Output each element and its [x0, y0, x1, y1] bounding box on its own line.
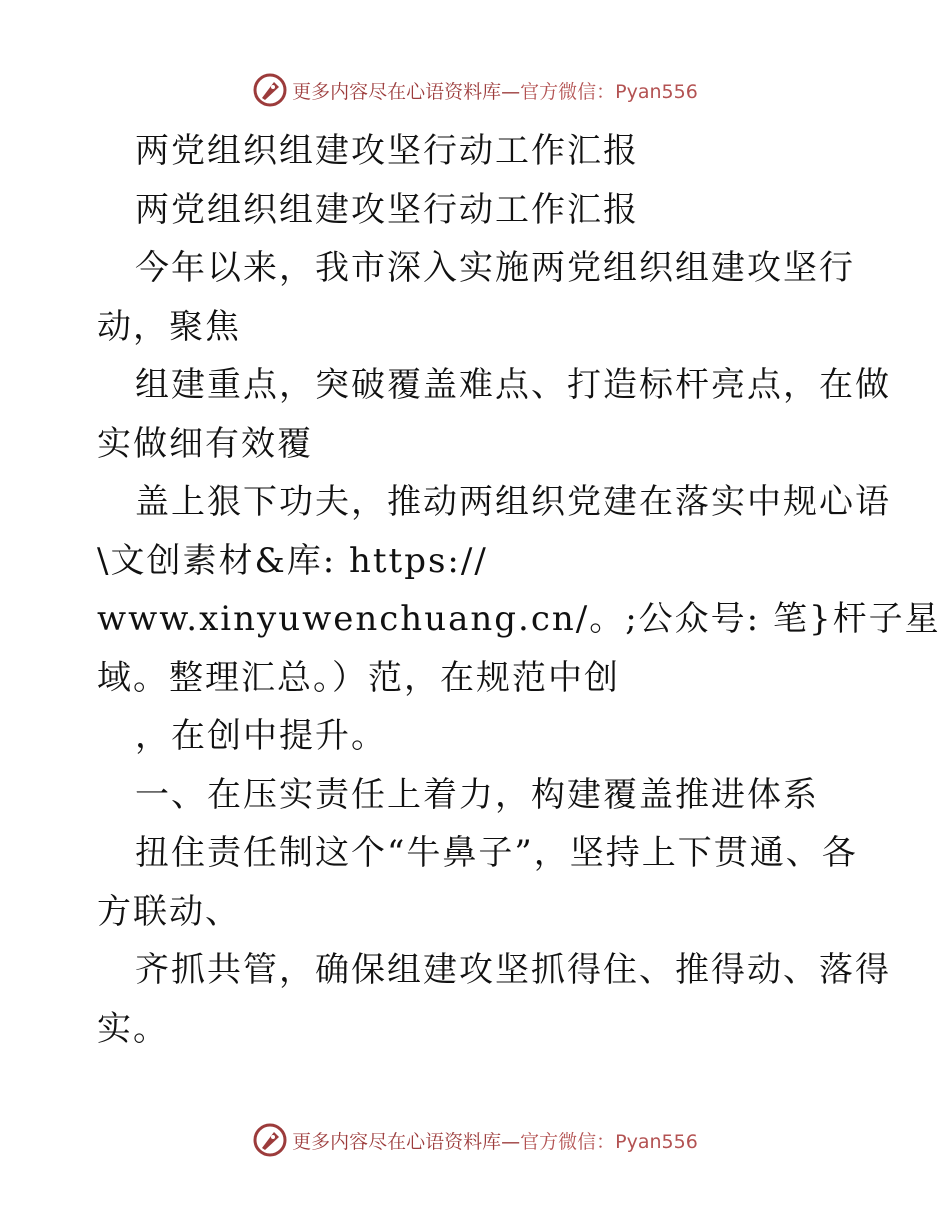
doc-line: 齐抓共管，确保组建攻坚抓得住、推得动、落得 [135, 950, 891, 990]
watermark-wechat-text: 官方微信：Pyan556 [520, 1130, 698, 1153]
doc-line: 方联动、 [97, 891, 241, 932]
doc-line: 盖上狠下功夫，推动两组织党建在落实中规心语 [135, 482, 891, 522]
watermark-brand-text: 更多内容尽在心语资料库— [292, 80, 521, 103]
doc-line: 今年以来，我市深入实施两党组织组建攻坚行 [135, 248, 855, 288]
doc-line: 域。整理汇总。）范，在规范中创 [97, 657, 620, 698]
doc-line: 扭住责任制这个“牛鼻子”，坚持上下贯通、各 [135, 833, 858, 873]
doc-line: ，在创中提升。 [135, 716, 387, 756]
doc-title: 两党组织组建攻坚行动工作汇报 [135, 131, 639, 171]
watermark-brand-text: 更多内容尽在心语资料库— [292, 1130, 521, 1153]
doc-line: \文创素材&库: https:// [97, 540, 488, 581]
watermark-banner-top [0, 70, 950, 110]
pen-nib-icon [252, 1122, 288, 1158]
doc-line: 组建重点，突破覆盖难点、打造标杆亮点，在做 [135, 365, 891, 405]
doc-subtitle: 两党组织组建攻坚行动工作汇报 [135, 189, 639, 230]
watermark-wechat-text: 官方微信：Pyan556 [520, 80, 698, 103]
watermark-banner-bottom [0, 1120, 950, 1160]
doc-line: 实做细有效覆 [97, 423, 313, 464]
doc-line: 实。 [97, 1008, 169, 1049]
doc-line: www.xinyuwenchuang.cn/。;公众号: 笔}杆子星 [97, 599, 941, 639]
document-body [97, 122, 941, 1058]
pen-nib-icon [252, 72, 288, 108]
doc-section-heading: 一、在压实责任上着力，构建覆盖推进体系 [135, 774, 819, 815]
doc-line: 动，聚焦 [97, 306, 241, 347]
